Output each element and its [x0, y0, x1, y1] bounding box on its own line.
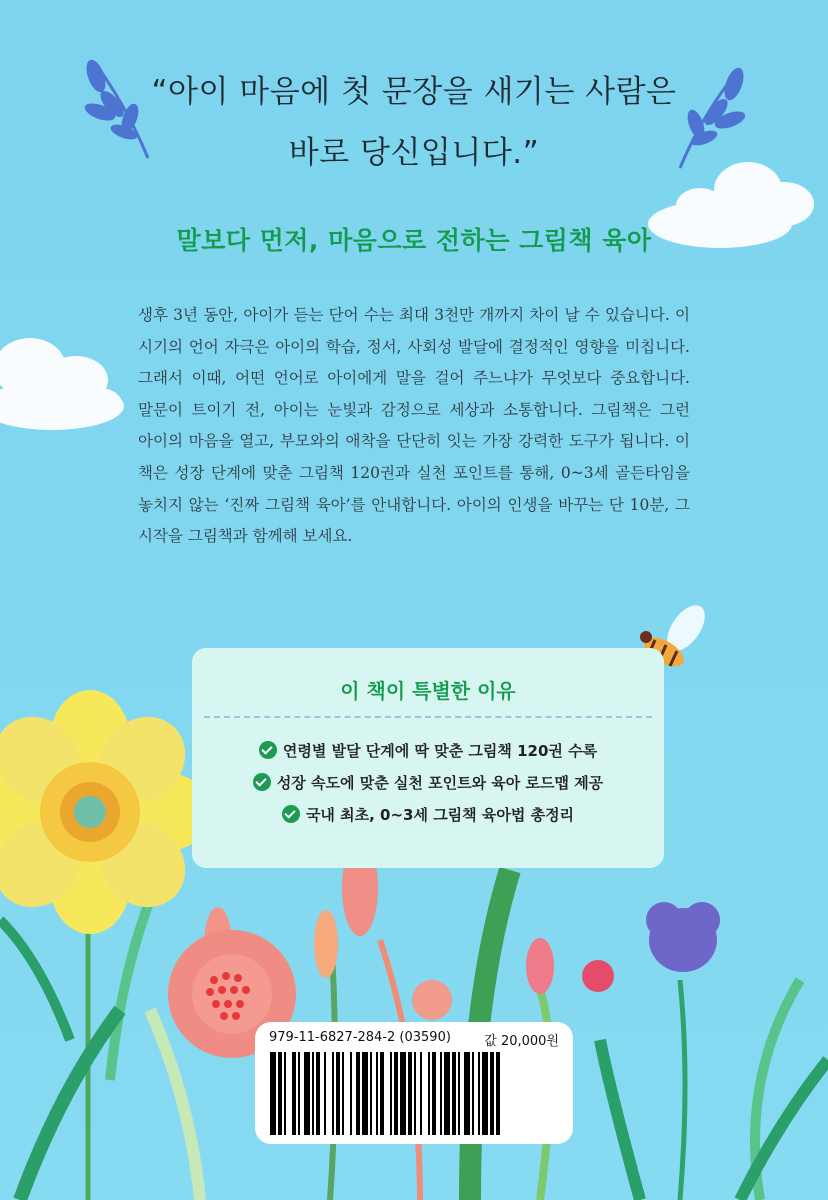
- isbn-row: [269, 1030, 559, 1049]
- isbn-number: 979-11-6827-284-2 (03590): [269, 1030, 451, 1045]
- barcode-icon: [270, 1052, 558, 1135]
- barcode-card: [255, 1022, 573, 1144]
- check-circle-icon: [259, 741, 277, 759]
- dashed-divider: [204, 716, 652, 718]
- feature-title: 이 책이 특별한 이유: [340, 679, 516, 703]
- price: 값 20,000원: [484, 1034, 559, 1049]
- feature-list: [192, 734, 664, 830]
- feature-item: [192, 734, 664, 766]
- quote-block: [130, 62, 698, 184]
- quote-line-1: “아이 마음에 첫 문장을 새기는 사람은: [151, 74, 677, 110]
- quote-line-2: 바로 당신입니다.”: [288, 135, 540, 171]
- feature-item-text: 연령별 발달 단계에 딱 맞춘 그림책 120권 수록: [282, 741, 598, 760]
- body-paragraph: 생후 3년 동안, 아이가 듣는 단어 수는 최대 3천만 개까지 차이 날 수 있습니다. 이 시기의 언어 자극은 아이의 학습, 정서, 사회성 발달에 결정적인 영향을 미칩니다. 그래서 이때, 어떤 언어로 아이에게 말을 걸어 주느냐가 무엇보다 중요합니다. 말문이 트이기 전, 아이는 눈빛과 감정으로 세상과 소통합니다. 그림책은 그런 아이의 마음을 열고, 부모와의 애착을 단단히 잇는 가장 강력한 도구가 됩니다. 이 책은 성장 단계에 맞춘 그림책 120권과 실천 포인트를 통해, 0~3세 골든타임을 놓치지 않는 ‘진짜 그림책 육아’를 안내합니다. 아이의 인생을 바꾸는 단 10분, 그 시작을 그림책과 함께해 보세요.: [138, 306, 690, 546]
- feature-item-text: 성장 속도에 맞춘 실천 포인트와 육아 로드맵 제공: [276, 773, 604, 792]
- feature-item: [192, 798, 664, 830]
- feature-item-text: 국내 최초, 0~3세 그림책 육아법 총정리: [305, 805, 575, 824]
- check-circle-icon: [253, 773, 271, 791]
- check-circle-icon: [282, 805, 300, 823]
- feature-item: [192, 766, 664, 798]
- cloud-icon: [0, 338, 124, 430]
- feature-box: [192, 648, 664, 868]
- subtitle: 말보다 먼저, 마음으로 전하는 그림책 육아: [176, 226, 652, 255]
